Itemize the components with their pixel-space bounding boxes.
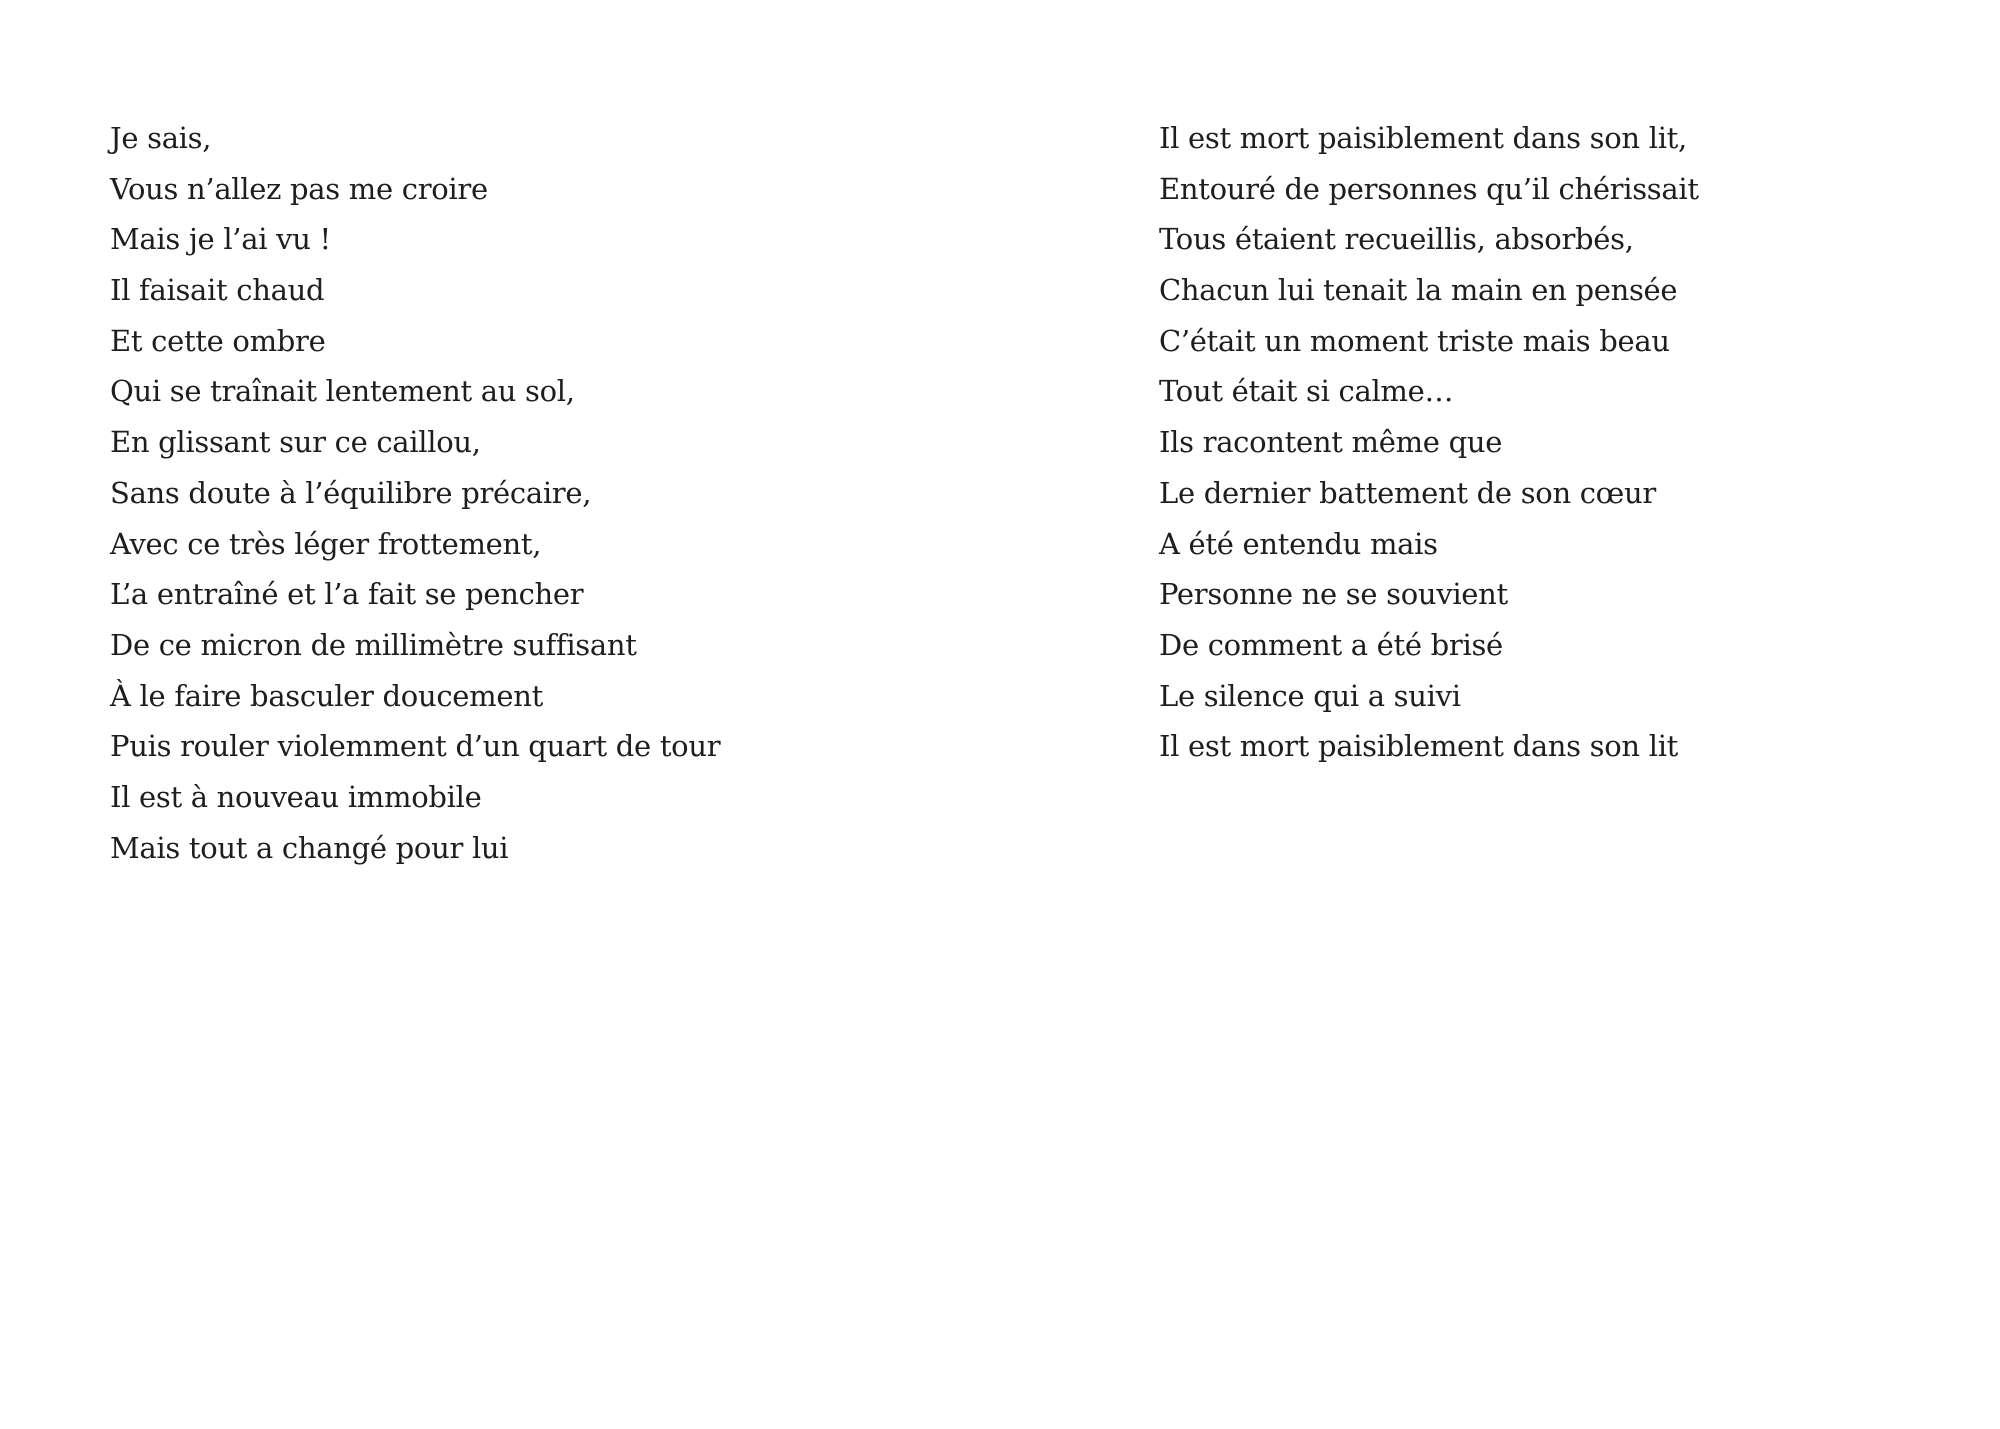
poem-line: Il est mort paisiblement dans son lit xyxy=(1159,729,1679,764)
poem-line: Personne ne se souvient xyxy=(1159,577,1508,612)
poem-line: De ce micron de millimètre suffisant xyxy=(110,627,637,662)
poem-line: Qui se traînait lentement au sol, xyxy=(110,374,575,409)
poem-line: C’était un moment triste mais beau xyxy=(1159,323,1670,358)
poem-line: À le faire basculer doucement xyxy=(110,678,543,713)
poem-line: Puis rouler violemment d’un quart de tour xyxy=(110,729,721,764)
poem-line: Avec ce très léger frottement, xyxy=(110,526,542,561)
poem-line: Mais tout a changé pour lui xyxy=(110,830,509,865)
poem-left-column xyxy=(110,113,720,873)
poem-line: Ils racontent même que xyxy=(1159,425,1503,460)
poem-line: Tous étaient recueillis, absorbés, xyxy=(1159,222,1634,257)
poem-line: Entouré de personnes qu’il chérissait xyxy=(1159,171,1699,206)
poem-line: Il est mort paisiblement dans son lit, xyxy=(1159,121,1687,155)
poem-line: De comment a été brisé xyxy=(1159,627,1503,662)
poem-line: A été entendu mais xyxy=(1159,526,1438,561)
poem-line: En glissant sur ce caillou, xyxy=(110,425,481,460)
poem-line: Vous n’allez pas me croire xyxy=(110,171,488,206)
poem-line: Le silence qui a suivi xyxy=(1159,678,1461,713)
poem-line: Sans doute à l’équilibre précaire, xyxy=(110,475,592,510)
poem-line: L’a entraîné et l’a fait se pencher xyxy=(110,577,584,612)
poem-line: Il est à nouveau immobile xyxy=(110,779,482,814)
poem-line: Le dernier battement de son cœur xyxy=(1159,475,1656,510)
poem-line: Et cette ombre xyxy=(110,323,326,358)
poem-line: Tout était si calme… xyxy=(1159,374,1454,409)
poem-line: Il faisait chaud xyxy=(110,273,325,308)
poem-line: Chacun lui tenait la main en pensée xyxy=(1159,273,1678,308)
poem-line: Mais je l’ai vu ! xyxy=(110,222,331,257)
poem-right-column xyxy=(1159,113,1699,772)
poem-line: Je sais, xyxy=(110,121,212,155)
